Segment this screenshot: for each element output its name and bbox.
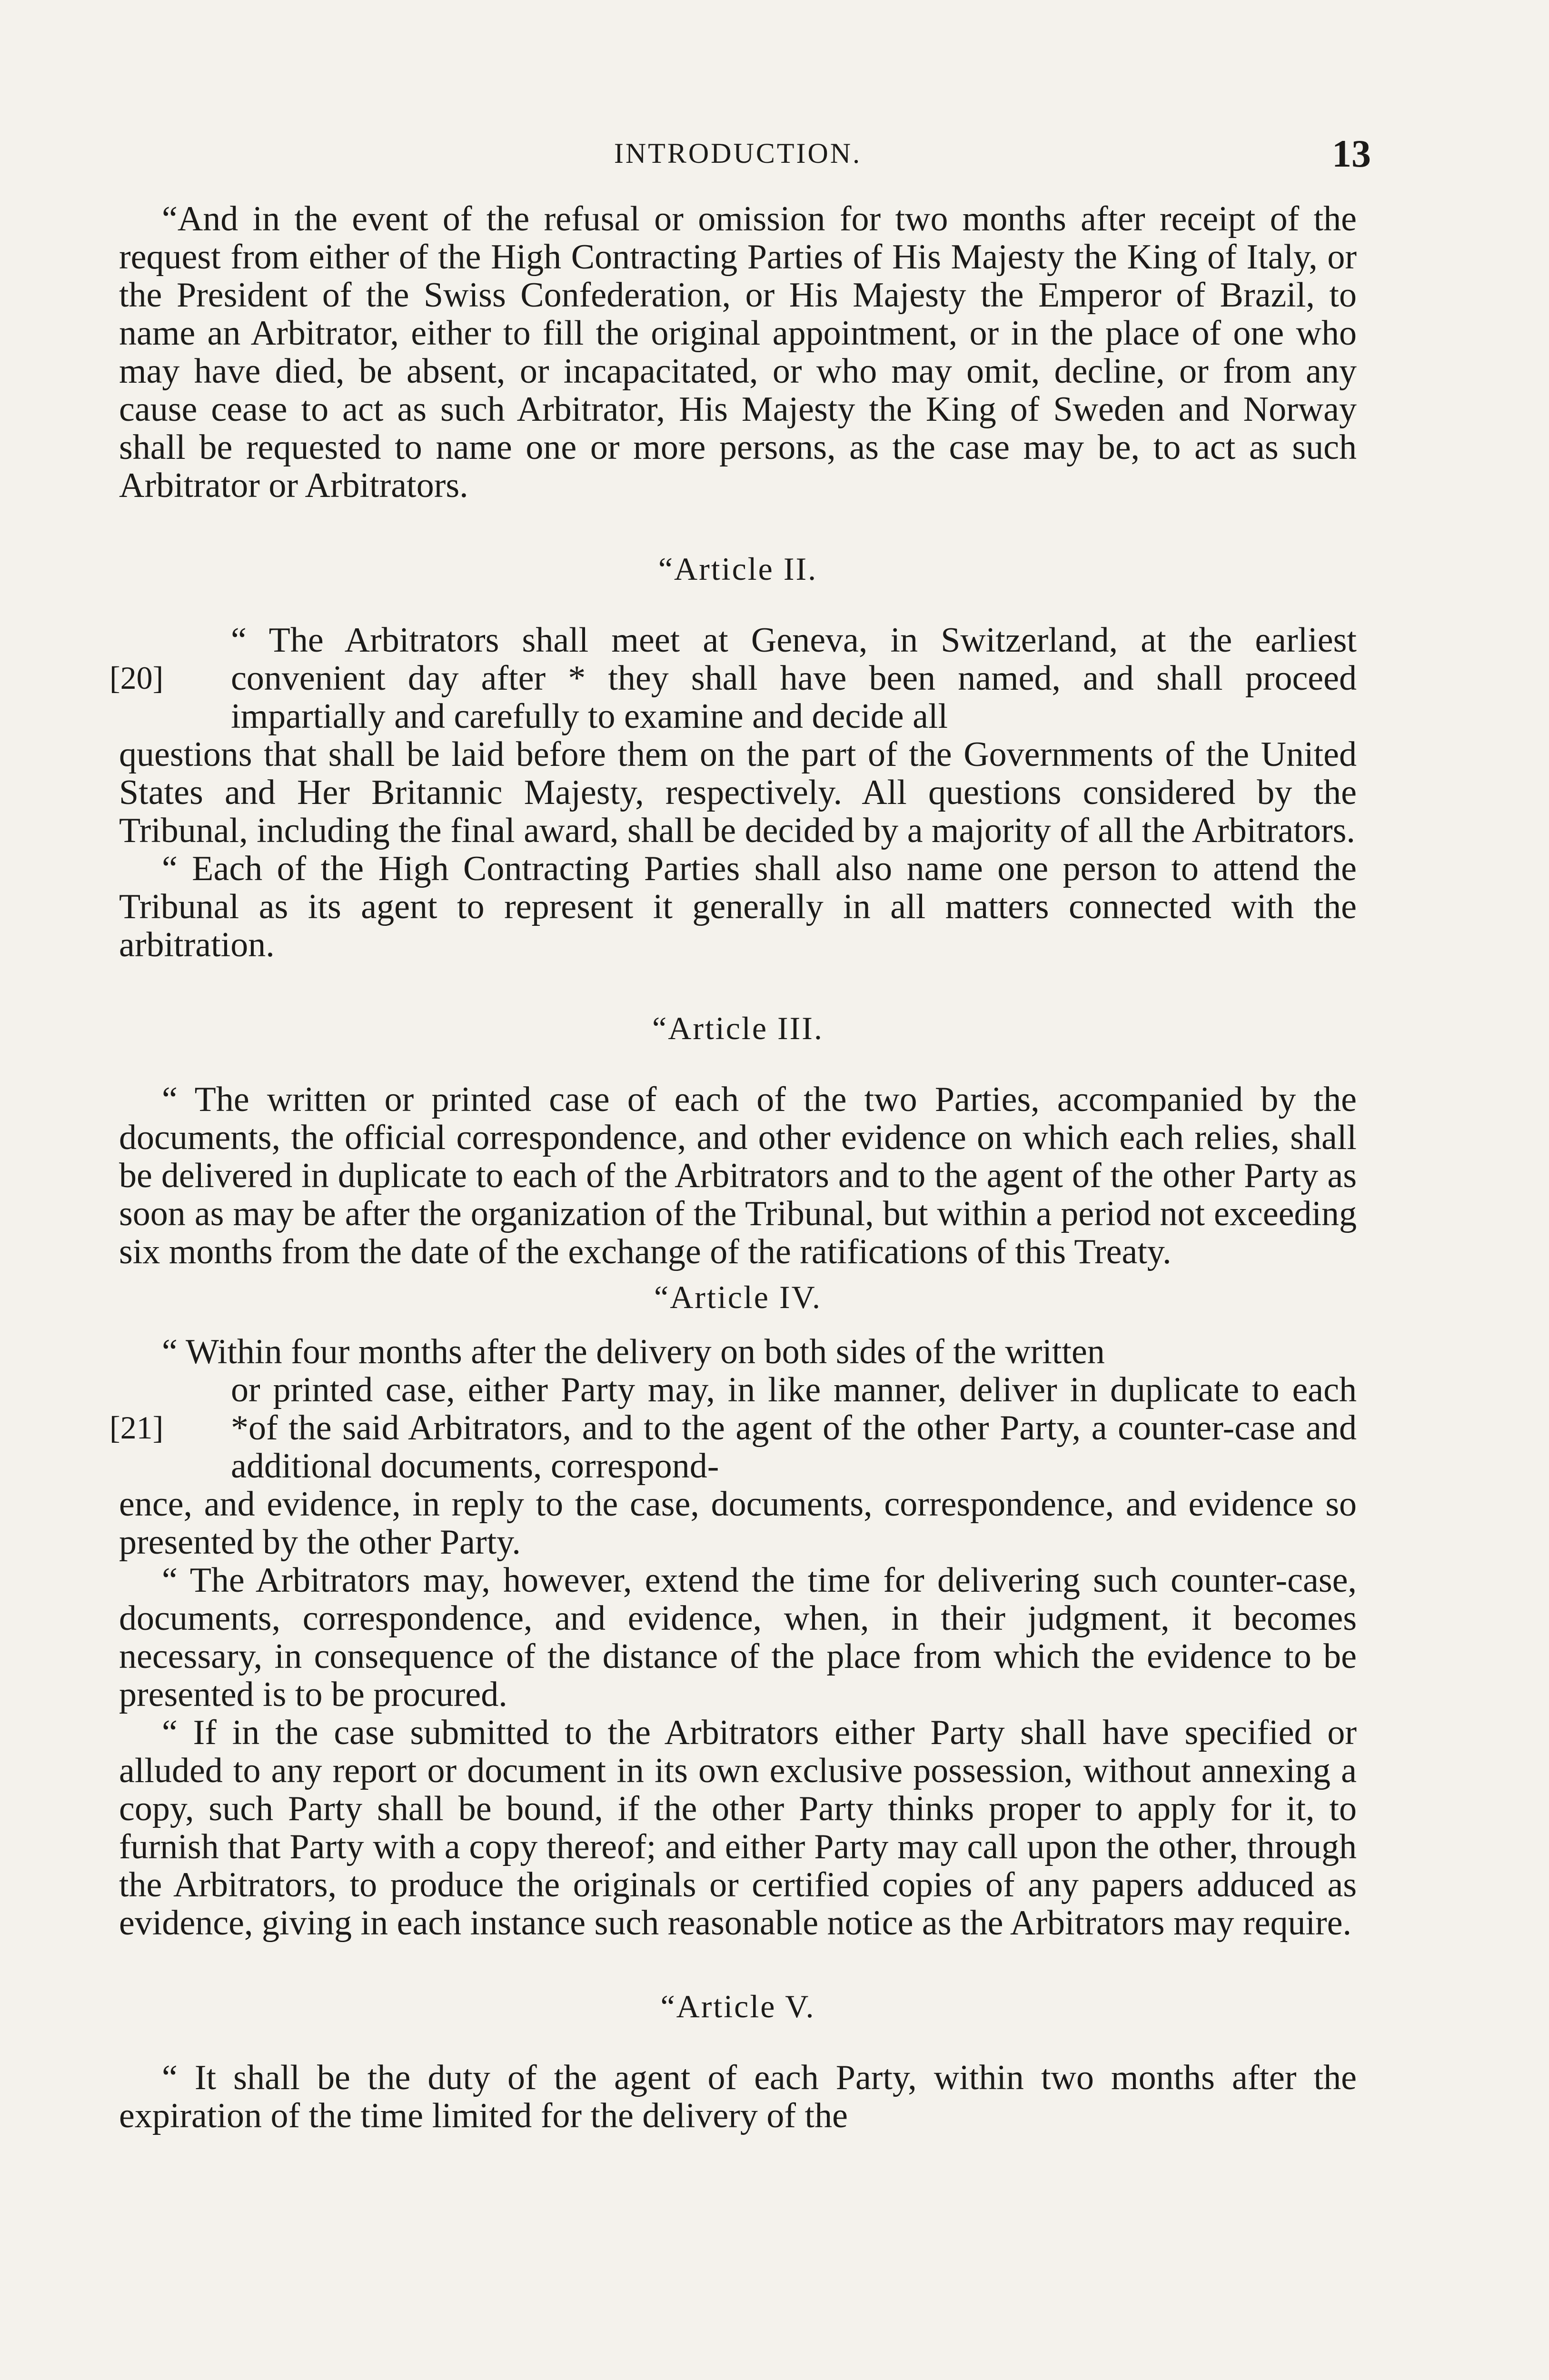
margin-page-ref-20: [20] <box>109 660 164 696</box>
article-5-paragraph-1: “ It shall be the duty of the agent of each Party, within two months after the expiration of the time limited for the delivery of the <box>119 2058 1357 2135</box>
article-4-paragraph-1-rest: ence, and evidence, in reply to the case, documents, correspondence, and evidence so presented by the other Party. <box>119 1485 1357 1562</box>
article-4-heading: “Article IV. <box>654 1279 822 1315</box>
article-4-paragraph-1 <box>109 1332 1357 1562</box>
article-4-paragraph-1-hanging: or printed case, either Party may, in like manner, deliver in duplicate to each *of the said Arbitrators, and to the agent of the other Party, a counter-case and additional documents, correspond- <box>231 1370 1357 1486</box>
article-2-paragraph-1-rest: questions that shall be laid before them on the part of the Governments of the United States and Her Britannic Majesty, respectively. All questions considered by the Tribunal, including the final award, shall be decided by a majority of all the Arbitrators. <box>119 735 1357 850</box>
running-head <box>119 132 1371 180</box>
article-4-paragraph-1-first-line: “ Within four months after the delivery on both sides of the written <box>162 1332 1105 1371</box>
running-title: INTRODUCTION. <box>614 138 862 169</box>
article-2-paragraph-2: “ Each of the High Contracting Parties shall also name one person to attend the Tribunal as its agent to represent it generally in all matters connected with the arbitration. <box>119 849 1357 964</box>
article-3-paragraph-1: “ The written or printed case of each of the two Parties, accompanied by the documents, the official correspondence, and other evidence on which each relies, shall be delivered in duplicate to each of the Arbitrators and to the agent of the other Party as soon as may be after the organization of the Tribunal, but within a period not exceeding six months from the date of the exchange of the ratifications of this Treaty. <box>119 1080 1357 1271</box>
article-1-continuation: “And in the event of the refusal or omission for two months after receipt of the request from either of the High Contracting Parties of His Majesty the King of Italy, or the President of the Swiss Confederation, or His Majesty the Emperor of Brazil, to name an Arbitrator, either to fill the original appointment, or in the place of one who may have died, be absent, or incapacitated, or who may omit, decline, or from any cause cease to act as such Arbitrator, His Majesty the King of Sweden and Norway shall be requested to name one or more persons, as the case may be, to act as such Arbitrator or Arbitrators. <box>119 199 1357 505</box>
article-2-paragraph-1 <box>109 621 1357 850</box>
margin-page-ref-21: [21] <box>109 1409 164 1446</box>
article-4-paragraph-2: “ The Arbitrators may, however, extend the time for delivering such counter-case, documents, correspondence, and evidence, when, in their judgment, it becomes necessary, in consequence of the distance of the place from which the evidence to be presented is to be procured. <box>119 1561 1357 1714</box>
body-text <box>109 199 1357 2135</box>
article-4-paragraph-3: “ If in the case submitted to the Arbitrators either Party shall have specified or alluded to any report or document in its own exclusive possession, without annexing a copy, such Party shall be bound, if the other Party thinks proper to apply for it, to furnish that Party with a copy thereof; and either Party may call upon the other, through the Arbitrators, to produce the originals or certified copies of any papers adduced as evidence, giving in each instance such reasonable notice as the Arbitrators may require. <box>119 1713 1357 1943</box>
article-5-heading: “Article V. <box>660 1988 815 2024</box>
article-2-heading: “Article II. <box>658 551 818 587</box>
page-number: 13 <box>1332 132 1371 175</box>
article-3-heading: “Article III. <box>652 1010 824 1046</box>
article-2-paragraph-1-hanging: “ The Arbitrators shall meet at Geneva, in Switzerland, at the earliest convenient day after * they shall have been named, and shall proceed impartially and carefully to examine and decide all <box>231 621 1357 736</box>
